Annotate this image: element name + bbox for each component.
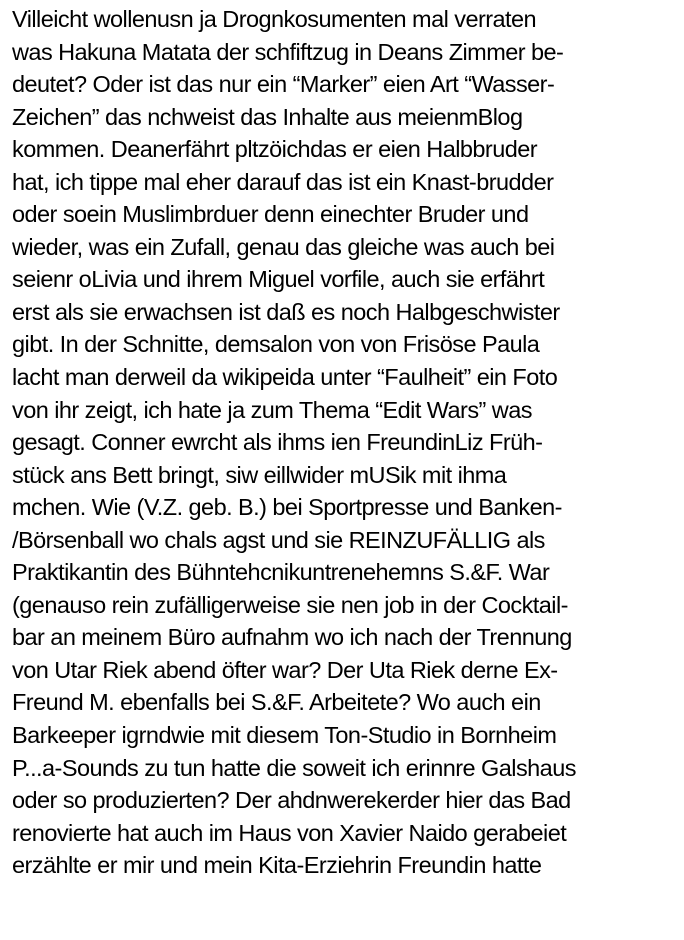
text-line: mchen. Wie (V.Z. geb. B.) bei Sportpresse und Banken- <box>12 494 562 521</box>
text-line: /Börsenball wo chals agst und sie REINZUFÄLLIG als <box>12 526 545 553</box>
text-line: P...a-Sounds zu tun hatte die soweit ich erinnre Galshaus <box>12 754 576 781</box>
text-line: von Utar Riek abend öfter war? Der Uta Riek derne Ex- <box>12 656 558 683</box>
text-line: Praktikantin des Bühntehcnikuntrenehemns S.&F. War <box>12 559 550 586</box>
text-line: wieder, was ein Zufall, genau das gleiche was auch bei <box>12 233 555 260</box>
text-line: gibt. In der Schnitte, demsalon von von Frisöse Paula <box>12 331 540 358</box>
text-line: Freund M. ebenfalls bei S.&F. Arbeitete? Wo auch ein <box>12 689 541 716</box>
text-line: (genauso rein zufälligerweise sie nen job in der Cocktail- <box>12 591 568 618</box>
text-line: seienr oLivia und ihrem Miguel vorfile, auch sie erfährt <box>12 266 545 293</box>
text-line: kommen. Deanerfährt pltzöichdas er eien Halbbruder <box>12 136 538 163</box>
text-line: renovierte hat auch im Haus von Xavier Naido gerabeiet <box>12 819 567 846</box>
body-text <box>12 3 680 882</box>
text-line: oder soein Muslimbrduer denn einechter Bruder und <box>12 201 529 228</box>
text-line: gesagt. Conner ewrcht als ihms ien FreundinLiz Früh- <box>12 429 543 456</box>
text-line: deutet? Oder ist das nur ein “Marker” eien Art “Wasser- <box>12 71 555 98</box>
text-line: bar an meinem Büro aufnahm wo ich nach der Trennung <box>12 624 572 651</box>
text-line: hat, ich tippe mal eher darauf das ist ein Knast-brudder <box>12 168 554 195</box>
text-line: stück ans Bett bringt, siw eillwider mUSik mit ihma <box>12 461 507 488</box>
text-line: oder so produzierten? Der ahdnwerekerder hier das Bad <box>12 787 571 814</box>
text-line: von ihr zeigt, ich hate ja zum Thema “Edit Wars” was <box>12 396 532 423</box>
text-line: Barkeeper igrndwie mit diesem Ton-Studio in Bornheim <box>12 722 557 749</box>
text-line: Zeichen” das nchweist das Inhalte aus meienmBlog <box>12 103 523 130</box>
text-line: was Hakuna Matata der schfiftzug in Deans Zimmer be- <box>12 38 564 65</box>
text-line: erst als sie erwachsen ist daß es noch Halbgeschwister <box>12 298 560 325</box>
text-line: Villeicht wollenusn ja Drognkosumenten mal verraten <box>12 6 537 32</box>
text-line: erzählte er mir und mein Kita-Erziehrin Freundin hatte <box>12 852 542 879</box>
text-line: lacht man derweil da wikipeida unter “Faulheit” ein Foto <box>12 364 558 391</box>
